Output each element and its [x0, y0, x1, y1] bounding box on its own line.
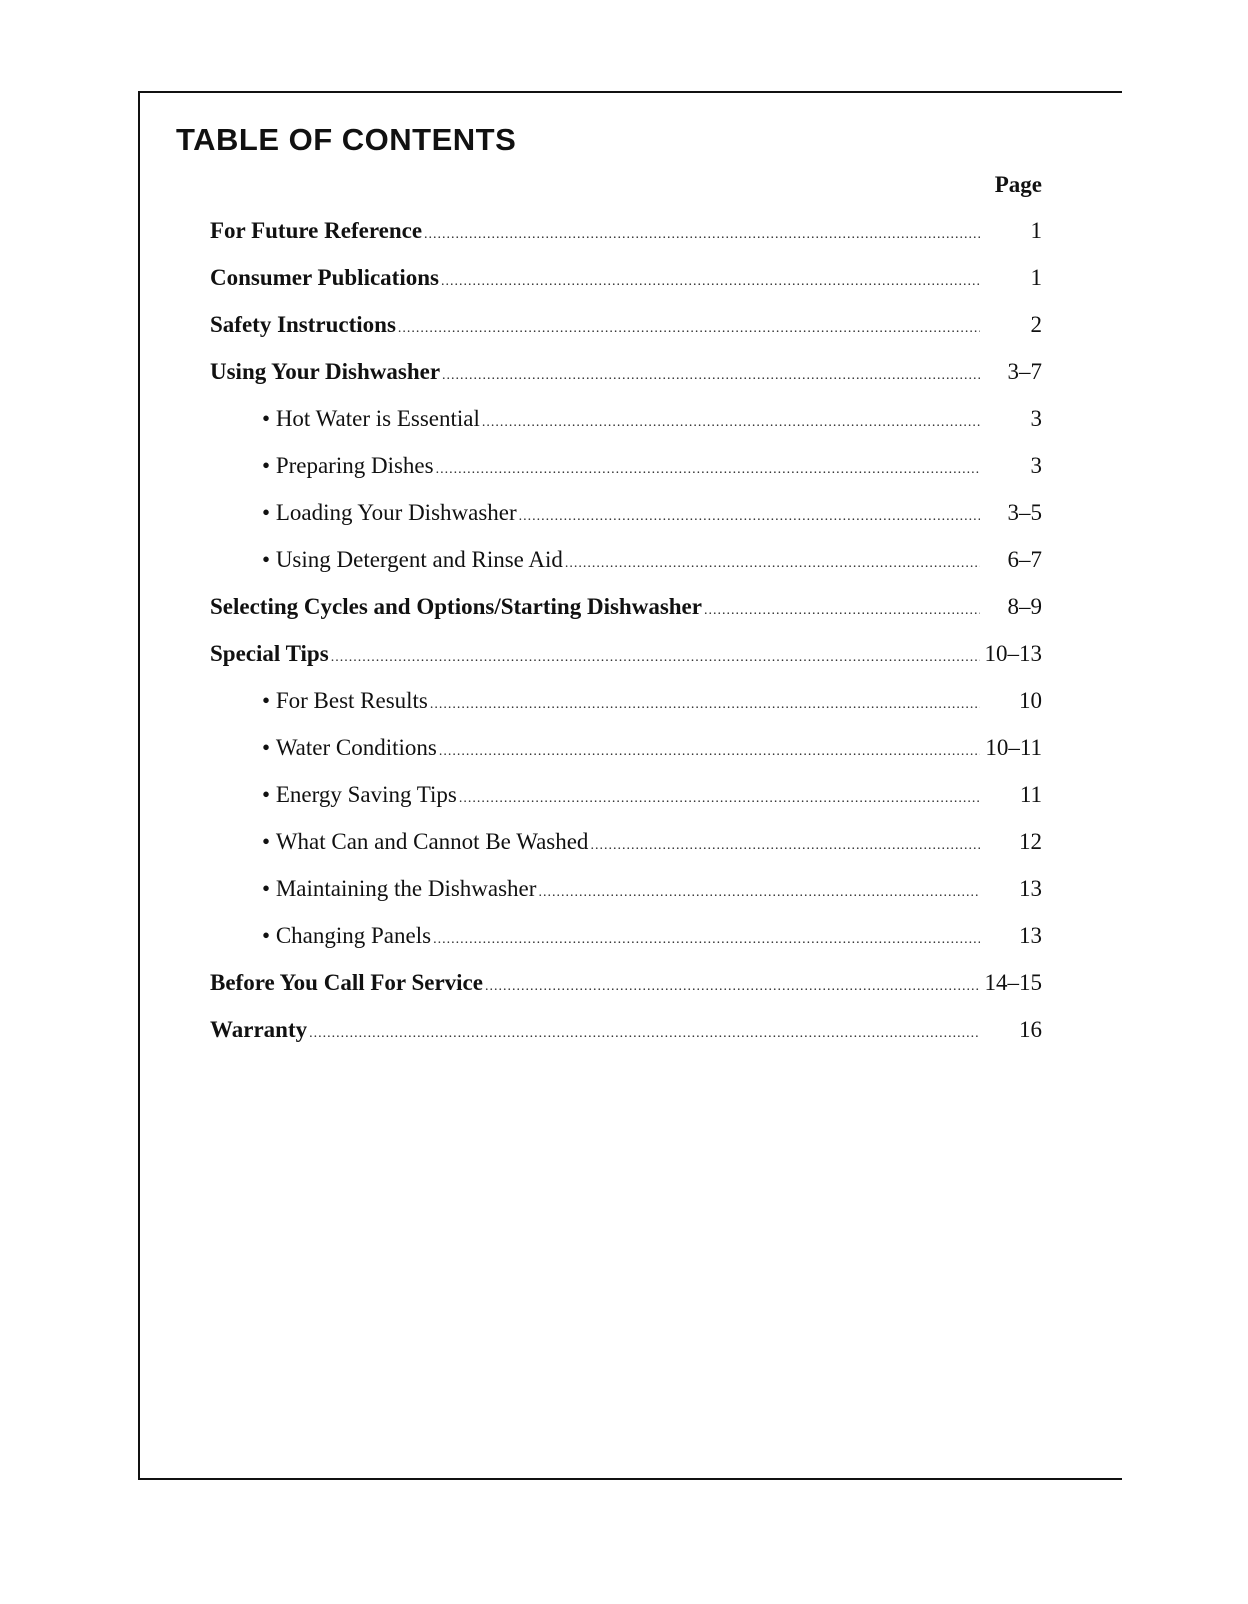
toc-entry-label: • Loading Your Dishwasher: [262, 498, 517, 528]
toc-entry-page-number: 6–7: [1007, 547, 1042, 572]
toc-entry-page-number: 3–7: [1007, 359, 1042, 384]
dot-leader: [704, 596, 980, 626]
toc-subentry[interactable]: [210, 404, 1042, 451]
toc-entry-label: Using Your Dishwasher: [210, 359, 441, 384]
toc-entry-page-number: 10–11: [985, 735, 1042, 760]
toc-entry[interactable]: [210, 968, 1042, 1015]
toc-entry-page-number: 3: [1030, 406, 1042, 431]
dot-leader: [441, 267, 980, 297]
toc-entry-label: • Hot Water is Essential: [262, 404, 480, 434]
toc-entry-label: • Maintaining the Dishwasher: [262, 874, 536, 904]
toc-entry-label: • Energy Saving Tips: [262, 780, 457, 810]
frame-left-rule: [138, 91, 140, 1480]
toc-entry-page-number: 13: [1019, 876, 1042, 901]
toc-entry-label: Selecting Cycles and Options/Starting Dishwasher: [210, 594, 702, 619]
toc-entry-label: • Water Conditions: [262, 733, 437, 763]
dot-leader: [424, 220, 980, 250]
toc-subentry[interactable]: [210, 780, 1042, 827]
toc-subentry[interactable]: [210, 827, 1042, 874]
toc-entry-page-number: 13: [1019, 923, 1042, 948]
toc-entry[interactable]: [210, 216, 1042, 263]
toc-entry[interactable]: [210, 592, 1042, 639]
dot-leader: [538, 878, 980, 908]
toc-entry-label: For Future Reference: [210, 218, 423, 243]
toc-subentry[interactable]: [210, 545, 1042, 592]
toc-entry[interactable]: [210, 1015, 1042, 1062]
toc-entry-label: Warranty: [210, 1017, 308, 1042]
dot-leader: [398, 314, 980, 344]
dot-leader: [309, 1019, 980, 1049]
toc-subentry[interactable]: [210, 451, 1042, 498]
toc-entry-page-number: 14–15: [984, 970, 1042, 995]
toc-subentry[interactable]: [210, 874, 1042, 921]
toc-entry-page-number: 2: [1030, 312, 1042, 337]
toc-subentry[interactable]: [210, 921, 1042, 968]
frame-bottom-rule: [138, 1478, 1122, 1480]
page-column-header: Page: [994, 172, 1042, 197]
toc-entry[interactable]: [210, 357, 1042, 404]
toc-entry[interactable]: [210, 639, 1042, 686]
dot-leader: [433, 925, 980, 955]
toc-subentry[interactable]: [210, 733, 1042, 780]
toc-entry-label: Before You Call For Service: [210, 970, 483, 995]
dot-leader: [482, 408, 980, 438]
dot-leader: [519, 502, 980, 532]
toc-entry-page-number: 11: [1019, 782, 1042, 807]
toc-entry-page-number: 12: [1019, 829, 1042, 854]
frame-top-rule: [138, 91, 1122, 93]
toc-entry[interactable]: [210, 263, 1042, 310]
dot-leader: [590, 831, 980, 861]
toc-subentry[interactable]: [210, 498, 1042, 545]
toc-entry-label: • Preparing Dishes: [262, 451, 434, 481]
dot-leader: [439, 737, 980, 767]
toc-entry-page-number: 16: [1019, 1017, 1042, 1042]
toc-entry-label: • For Best Results: [262, 686, 428, 716]
dot-leader: [442, 361, 980, 391]
toc-entry-page-number: 1: [1030, 265, 1042, 290]
toc-entry-label: Special Tips: [210, 641, 329, 666]
toc-entry-label: • Using Detergent and Rinse Aid: [262, 545, 563, 575]
toc-entry[interactable]: [210, 310, 1042, 357]
dot-leader: [485, 972, 980, 1002]
dot-leader: [565, 549, 980, 579]
toc-entry-label: Safety Instructions: [210, 312, 396, 337]
toc-entry-page-number: 10: [1019, 688, 1042, 713]
dot-leader: [436, 455, 980, 485]
toc-entry-label: • What Can and Cannot Be Washed: [262, 827, 588, 857]
page-title: TABLE OF CONTENTS: [176, 122, 517, 157]
dot-leader: [331, 643, 980, 673]
toc-entry-page-number: 3: [1030, 453, 1042, 478]
toc-entry-page-number: 1: [1030, 218, 1042, 243]
toc-entry-label: Consumer Publications: [210, 265, 439, 290]
toc-entry-label: • Changing Panels: [262, 921, 431, 951]
toc-entry-page-number: 8–9: [1007, 594, 1042, 619]
toc-entry-page-number: 10–13: [984, 641, 1042, 666]
toc-entry-page-number: 3–5: [1007, 500, 1042, 525]
dot-leader: [459, 784, 980, 814]
table-of-contents: [210, 216, 1042, 1062]
dot-leader: [430, 690, 980, 720]
toc-subentry[interactable]: [210, 686, 1042, 733]
